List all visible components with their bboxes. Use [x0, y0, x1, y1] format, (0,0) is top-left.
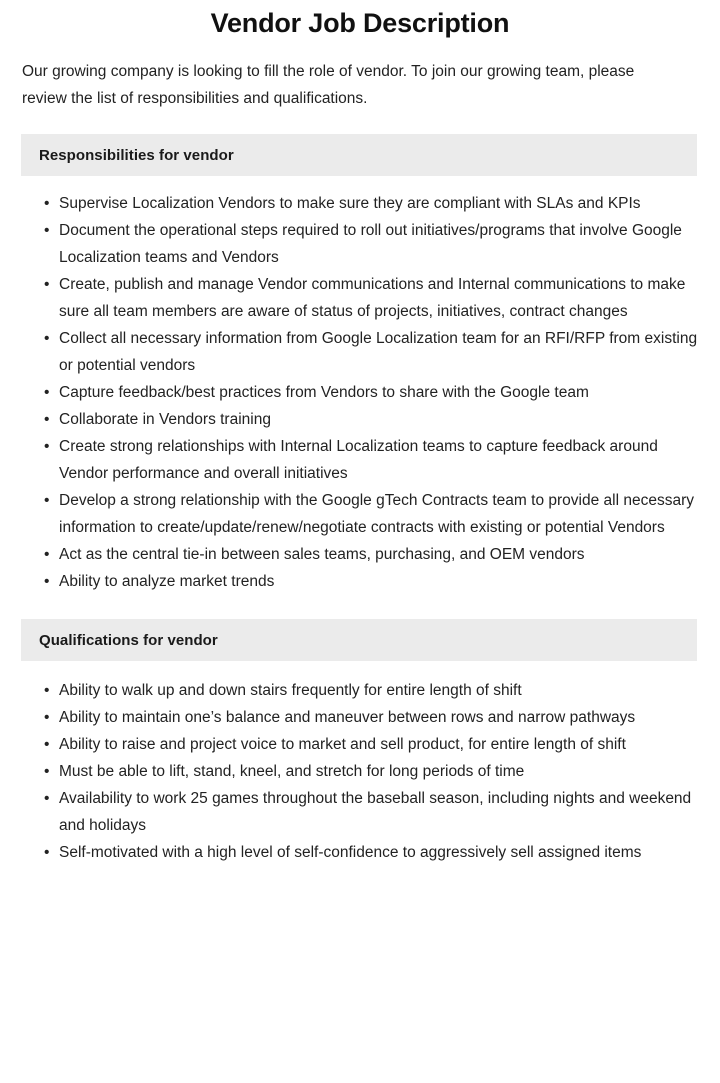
responsibilities-list — [22, 190, 698, 595]
list-item-text: Create strong relationships with Internal Localization teams to capture feedback around Vendor performance and overall initiatives — [59, 438, 658, 482]
list-item-text: Document the operational steps required to roll out initiatives/programs that involve Google Localization teams and Vendors — [59, 222, 682, 266]
bullet-icon: • — [44, 276, 50, 293]
list-item-text: Collect all necessary information from Google Localization team for an RFI/RFP from existing or potential vendors — [59, 330, 698, 374]
section-header-qualifications — [21, 619, 697, 661]
section-header-label: Responsibilities for vendor — [39, 146, 234, 164]
section-header-responsibilities — [21, 134, 697, 176]
bullet-icon: • — [44, 222, 50, 239]
list-item-text: Ability to raise and project voice to market and sell product, for entire length of shift — [59, 736, 626, 753]
bullet-icon: • — [44, 709, 50, 726]
list-item — [22, 758, 698, 785]
bullet-icon: • — [44, 384, 50, 401]
bullet-icon: • — [44, 763, 50, 780]
intro-paragraph: Our growing company is looking to fill the role of vendor. To join our growing team, please review the list of responsibilities and qualifications. — [22, 63, 635, 107]
list-item-text: Ability to maintain one’s balance and maneuver between rows and narrow pathways — [59, 709, 636, 726]
list-item-text: Supervise Localization Vendors to make sure they are compliant with SLAs and KPIs — [59, 195, 641, 212]
bullet-icon: • — [44, 330, 50, 347]
list-item — [22, 568, 698, 595]
list-item — [22, 731, 698, 758]
list-item-text: Ability to walk up and down stairs frequently for entire length of shift — [59, 682, 522, 699]
section-responsibilities — [0, 134, 720, 595]
bullet-icon: • — [44, 573, 50, 590]
bullet-icon: • — [44, 682, 50, 699]
list-item — [22, 325, 698, 379]
list-item — [22, 406, 698, 433]
bullet-icon: • — [44, 844, 50, 861]
page-bottom-spacer — [0, 866, 720, 892]
bullet-icon: • — [44, 195, 50, 212]
bullet-icon: • — [44, 411, 50, 428]
list-item-text: Act as the central tie-in between sales teams, purchasing, and OEM vendors — [59, 546, 585, 563]
list-item — [22, 190, 698, 217]
list-item — [22, 487, 698, 541]
list-item — [22, 217, 698, 271]
page-title: Vendor Job Description — [210, 8, 510, 38]
list-item — [22, 839, 698, 866]
list-item — [22, 704, 698, 731]
bullet-icon: • — [44, 546, 50, 563]
list-item-text: Ability to analyze market trends — [59, 573, 275, 590]
list-item — [22, 379, 698, 406]
list-item-text: Collaborate in Vendors training — [59, 411, 271, 428]
bullet-icon: • — [44, 736, 50, 753]
list-item-text: Availability to work 25 games throughout the baseball season, including nights and weekend and holidays — [59, 790, 692, 834]
list-item-text: Must be able to lift, stand, kneel, and stretch for long periods of time — [59, 763, 525, 780]
bullet-icon: • — [44, 790, 50, 807]
list-item — [22, 677, 698, 704]
list-item-text: Create, publish and manage Vendor communications and Internal communications to make sure all team members are aware of status of projects, initiatives, contract changes — [59, 276, 686, 320]
section-qualifications — [0, 619, 720, 866]
bullet-icon: • — [44, 438, 50, 455]
section-header-label: Qualifications for vendor — [39, 631, 218, 649]
list-item-text: Self-motivated with a high level of self-confidence to aggressively sell assigned items — [59, 844, 642, 861]
list-item — [22, 433, 698, 487]
qualifications-list — [22, 677, 698, 866]
list-item — [22, 541, 698, 568]
list-item — [22, 271, 698, 325]
list-item-text: Develop a strong relationship with the Google gTech Contracts team to provide all necessary information to create/update/renew/negotiate contracts with existing or potential Vendors — [59, 492, 694, 536]
list-item — [22, 785, 698, 839]
bullet-icon: • — [44, 492, 50, 509]
list-item-text: Capture feedback/best practices from Vendors to share with the Google team — [59, 384, 589, 401]
